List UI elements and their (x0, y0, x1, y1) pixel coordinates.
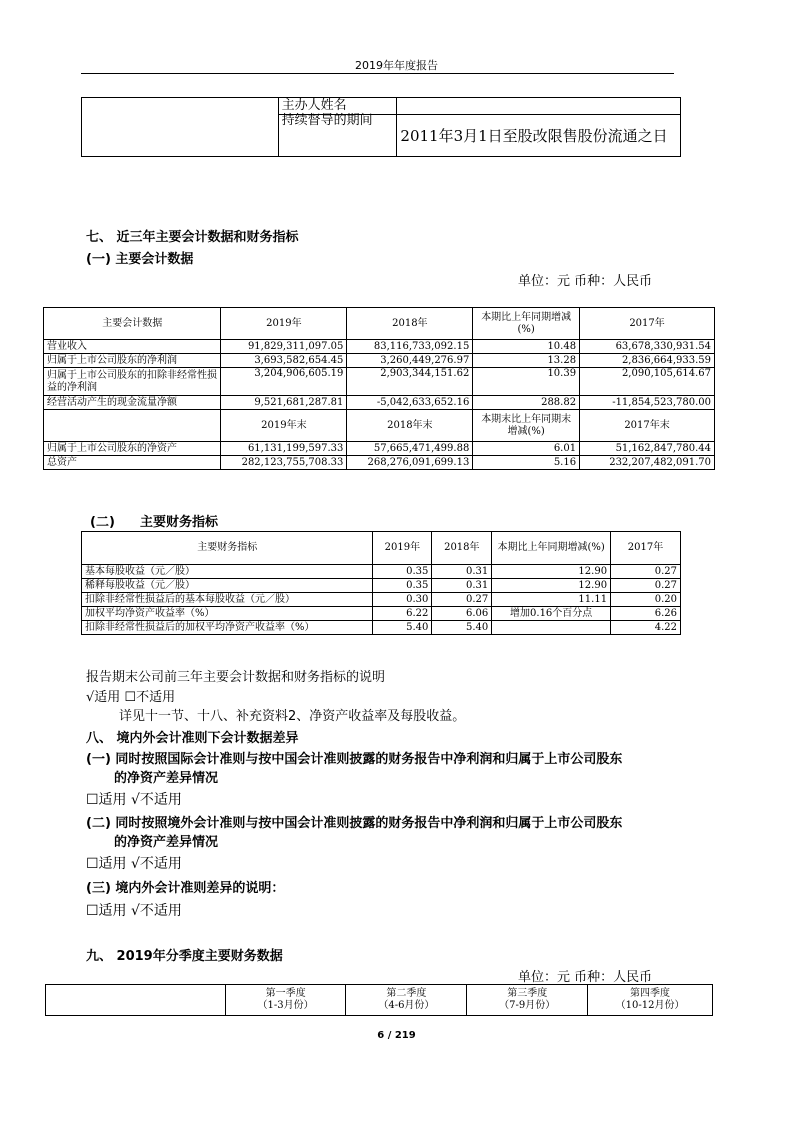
t2-header: 主要财务指标 (82, 532, 373, 565)
t1-header: 2019年末 (221, 410, 347, 442)
page-number: 6 / 219 (377, 1030, 416, 1041)
t1-header: 2018年末 (347, 410, 473, 442)
t2-value: 5.40 (432, 621, 492, 635)
t1-header: 2017年 (580, 308, 715, 340)
t2-value: 0.20 (611, 593, 681, 607)
section8-a-line2: 的净资产差异情况 (114, 771, 219, 786)
t1-value: -11,854,523,780.00 (580, 396, 715, 410)
quarter-range: （4-6月份） (378, 1000, 435, 1011)
sponsor-label: 主办人姓名 (278, 98, 397, 115)
table-row (44, 368, 715, 396)
t1-value: 3,693,582,654.45 (221, 354, 347, 368)
t1-header: 本期比上年同期增减(%) (473, 308, 580, 340)
t1-header: 2018年 (347, 308, 473, 340)
t1-value: 10.48 (473, 340, 580, 354)
quarter-range: （10-12月份） (615, 1000, 685, 1011)
table-row (44, 410, 715, 442)
t1-value: 282,123,755,708.33 (221, 456, 347, 470)
t1-value: 2,903,344,151.62 (347, 368, 473, 396)
note-text: 详见十一节、十八、补充资料2、净资产收益率及每股收益。 (119, 709, 466, 724)
t2-label: 基本每股收益（元／股） (82, 565, 373, 579)
t2-label: 加权平均净资产收益率（%） (82, 607, 373, 621)
sponsor-value: 2011年3月1日至股改限售股份流通之日 (397, 115, 681, 157)
sponsor-table (81, 97, 681, 157)
accounting-data-table (43, 307, 715, 470)
quarter-name: 第四季度 (630, 988, 671, 999)
quarter-header (467, 985, 588, 1016)
t2-value: 6.06 (432, 607, 492, 621)
t2-value: 6.26 (611, 607, 681, 621)
section8-c-line: (三) 境内外会计准则差异的说明： (86, 881, 285, 896)
t1-header: 主要会计数据 (44, 308, 221, 340)
note-check: √适用 ☐不适用 (86, 690, 176, 705)
t1-value: 2,836,664,933.59 (580, 354, 715, 368)
t2-value (492, 621, 611, 635)
report-header-title: 2019年年度报告 (355, 59, 438, 72)
table-row (44, 340, 715, 354)
t2-value: 6.22 (373, 607, 432, 621)
t1-value: 91,829,311,097.05 (221, 340, 347, 354)
t2-value: 0.31 (432, 579, 492, 593)
section9-unit: 单位：元 币种：人民币 (518, 970, 653, 985)
quarter-header (346, 985, 467, 1016)
header-divider (81, 73, 674, 74)
t1-value: 83,116,733,092.15 (347, 340, 473, 354)
t2-value: 0.35 (373, 565, 432, 579)
t1-value: 5.16 (473, 456, 580, 470)
t2-value: 0.27 (432, 593, 492, 607)
table-row (82, 621, 681, 635)
table-row (82, 532, 681, 565)
quarterly-blank-cell (46, 985, 226, 1016)
t1-label: 归属于上市公司股东的扣除非经常性损益的净利润 (44, 368, 221, 396)
quarter-header (588, 985, 713, 1016)
table-row (44, 396, 715, 410)
section7-sub2-title: 主要财务指标 (140, 515, 219, 530)
t2-value: 12.90 (492, 579, 611, 593)
t1-value: 51,162,847,780.44 (580, 442, 715, 456)
section8-b-check: ☐适用 √不适用 (86, 856, 182, 872)
t1-value: -5,042,633,652.16 (347, 396, 473, 410)
t2-header: 本期比上年同期增减(%) (492, 532, 611, 565)
quarter-range: （1-3月份） (257, 1000, 314, 1011)
table-row (44, 456, 715, 470)
section8-title: 八、 境内外会计准则下会计数据差异 (86, 731, 299, 746)
section7-unit: 单位：元 币种：人民币 (518, 274, 653, 289)
section8-a-line1: (一) 同时按照国际会计准则与按中国会计准则披露的财务报告中净利润和归属于上市公司股东 (86, 752, 623, 767)
sponsor-value (397, 98, 681, 115)
t2-value: 0.30 (373, 593, 432, 607)
section7-sub2-num: (二) (90, 515, 115, 530)
table-row (44, 308, 715, 340)
t2-header: 2017年 (611, 532, 681, 565)
t1-value: 3,204,906,605.19 (221, 368, 347, 396)
table-row (82, 579, 681, 593)
section8-b-line1: (二) 同时按照境外会计准则与按中国会计准则披露的财务报告中净利润和归属于上市公司股东 (86, 816, 623, 831)
t1-header: 2017年末 (580, 410, 715, 442)
t1-value: 9,521,681,287.81 (221, 396, 347, 410)
t1-label: 总资产 (44, 456, 221, 470)
section7-sub1: (一) 主要会计数据 (86, 252, 194, 267)
table-row (44, 354, 715, 368)
t1-value: 61,131,199,597.33 (221, 442, 347, 456)
t2-label: 扣除非经常性损益后的基本每股收益（元／股） (82, 593, 373, 607)
sponsor-label: 持续督导的期间 (278, 115, 397, 157)
quarter-name: 第二季度 (386, 988, 427, 999)
t2-header: 2018年 (432, 532, 492, 565)
t2-value: 4.22 (611, 621, 681, 635)
quarterly-table (45, 984, 713, 1016)
t2-value: 0.31 (432, 565, 492, 579)
section7-title: 七、 近三年主要会计数据和财务指标 (86, 230, 299, 245)
table-row (46, 985, 713, 1016)
t2-value: 0.35 (373, 579, 432, 593)
t2-value: 12.90 (492, 565, 611, 579)
t1-value: 6.01 (473, 442, 580, 456)
t2-value: 0.27 (611, 565, 681, 579)
t2-header: 2019年 (373, 532, 432, 565)
quarter-name: 第三季度 (507, 988, 548, 999)
t2-value: 增加0.16个百分点 (492, 607, 611, 621)
t1-header: 本期末比上年同期末增减(%) (473, 410, 580, 442)
section8-c-check: ☐适用 √不适用 (86, 903, 182, 919)
t1-value: 288.82 (473, 396, 580, 410)
t1-label: 归属于上市公司股东的净利润 (44, 354, 221, 368)
note-title: 报告期末公司前三年主要会计数据和财务指标的说明 (86, 670, 386, 685)
t2-value: 5.40 (373, 621, 432, 635)
table-row (44, 442, 715, 456)
t2-value: 0.27 (611, 579, 681, 593)
t1-label: 归属于上市公司股东的净资产 (44, 442, 221, 456)
quarter-header (225, 985, 346, 1016)
sponsor-blank-cell (82, 98, 279, 157)
table-row (82, 593, 681, 607)
t1-value: 232,207,482,091.70 (580, 456, 715, 470)
t1-value: 2,090,105,614.67 (580, 368, 715, 396)
table-row (82, 607, 681, 621)
t1-blank-cell (44, 410, 221, 442)
table-row (82, 98, 681, 115)
t1-header: 2019年 (221, 308, 347, 340)
t2-label: 扣除非经常性损益后的加权平均净资产收益率（%） (82, 621, 373, 635)
quarter-name: 第一季度 (265, 988, 306, 999)
table-row (82, 565, 681, 579)
t1-value: 57,665,471,499.88 (347, 442, 473, 456)
t2-value: 11.11 (492, 593, 611, 607)
t1-value: 3,260,449,276.97 (347, 354, 473, 368)
t2-label: 稀释每股收益（元／股） (82, 579, 373, 593)
t1-value: 63,678,330,931.54 (580, 340, 715, 354)
t1-value: 10.39 (473, 368, 580, 396)
t1-label: 营业收入 (44, 340, 221, 354)
section8-a-check: ☐适用 √不适用 (86, 792, 182, 808)
t1-value: 268,276,091,699.13 (347, 456, 473, 470)
section9-title: 九、 2019年分季度主要财务数据 (86, 949, 283, 964)
quarter-range: （7-9月份） (499, 1000, 556, 1011)
financial-indicators-table (81, 531, 681, 635)
t1-value: 13.28 (473, 354, 580, 368)
t1-label: 经营活动产生的现金流量净额 (44, 396, 221, 410)
section8-b-line2: 的净资产差异情况 (114, 835, 219, 850)
